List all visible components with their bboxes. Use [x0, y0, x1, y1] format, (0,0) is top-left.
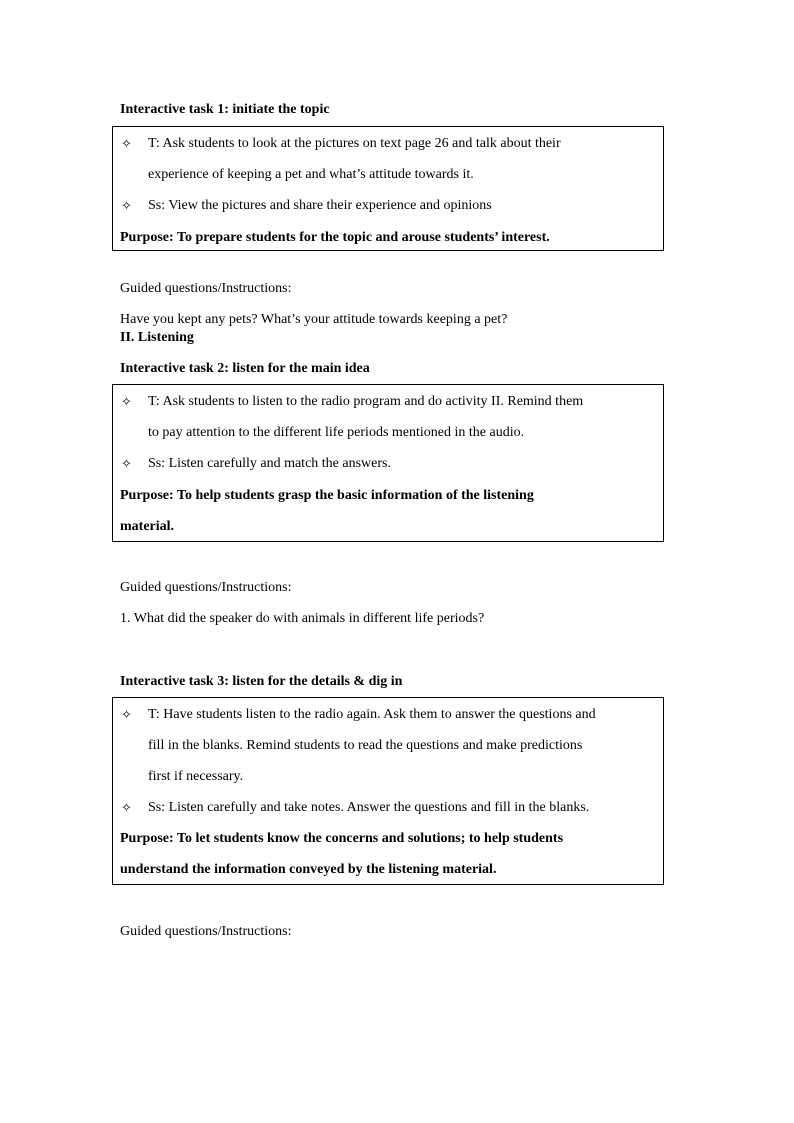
task3-students-line: Ss: Listen carefully and take notes. Answer the questions and fill in the blanks.: [148, 800, 590, 815]
task3-purpose-line-2: understand the information conveyed by the listening material.: [120, 862, 497, 877]
diamond-bullet-icon: ✧: [121, 456, 132, 471]
diamond-bullet-icon: ✧: [121, 800, 132, 815]
task2-box: [112, 384, 664, 542]
purpose-label: Purpose:: [120, 488, 174, 503]
task2-heading: Interactive task 2: listen for the main idea: [120, 361, 370, 376]
task3-heading: Interactive task 3: listen for the details & dig in: [120, 674, 403, 689]
purpose-text: To help students grasp the basic information of the listening: [176, 488, 534, 503]
diamond-bullet-icon: ✧: [121, 707, 132, 722]
task2-purpose-line-2: material.: [120, 519, 175, 534]
diamond-bullet-icon: ✧: [121, 394, 132, 409]
task3-teacher-line-2: fill in the blanks. Remind students to read the questions and make predictions: [148, 738, 583, 753]
diamond-bullet-icon: ✧: [121, 136, 132, 151]
guided-question-1: Have you kept any pets? What’s your attitude towards keeping a pet?: [120, 312, 508, 327]
task2-students-line: Ss: Listen carefully and match the answers.: [148, 456, 391, 471]
guided-question-2: 1. What did the speaker do with animals in different life periods?: [120, 611, 485, 626]
task1-purpose: [120, 230, 550, 246]
guided-label-2: Guided questions/Instructions:: [120, 580, 292, 595]
purpose-text: To let students know the concerns and solutions; to help students: [176, 831, 564, 846]
task1-teacher-line-2: experience of keeping a pet and what’s attitude towards it.: [148, 167, 474, 182]
guided-label-1: Guided questions/Instructions:: [120, 281, 292, 296]
task3-teacher-line-3: first if necessary.: [148, 769, 244, 784]
task3-box: [112, 697, 664, 885]
section-heading-listening: II. Listening: [120, 330, 194, 345]
purpose-text: To prepare students for the topic and arouse students’ interest.: [176, 230, 550, 245]
task2-teacher-line-1: T: Ask students to listen to the radio program and do activity II. Remind them: [148, 394, 584, 409]
task3-teacher-line-1: T: Have students listen to the radio again. Ask them to answer the questions and: [148, 707, 596, 722]
task2-teacher-line-2: to pay attention to the different life periods mentioned in the audio.: [148, 425, 525, 440]
task1-students-line: Ss: View the pictures and share their experience and opinions: [148, 198, 492, 213]
task1-heading: Interactive task 1: initiate the topic: [120, 102, 330, 117]
task2-purpose-line-1: [120, 488, 534, 504]
task3-purpose-line-1: [120, 831, 563, 847]
purpose-label: Purpose:: [120, 230, 174, 245]
purpose-label: Purpose:: [120, 831, 174, 846]
task1-teacher-line-1: T: Ask students to look at the pictures on text page 26 and talk about their: [148, 136, 561, 151]
task1-box: [112, 126, 664, 251]
guided-label-3: Guided questions/Instructions:: [120, 924, 292, 939]
diamond-bullet-icon: ✧: [121, 198, 132, 213]
